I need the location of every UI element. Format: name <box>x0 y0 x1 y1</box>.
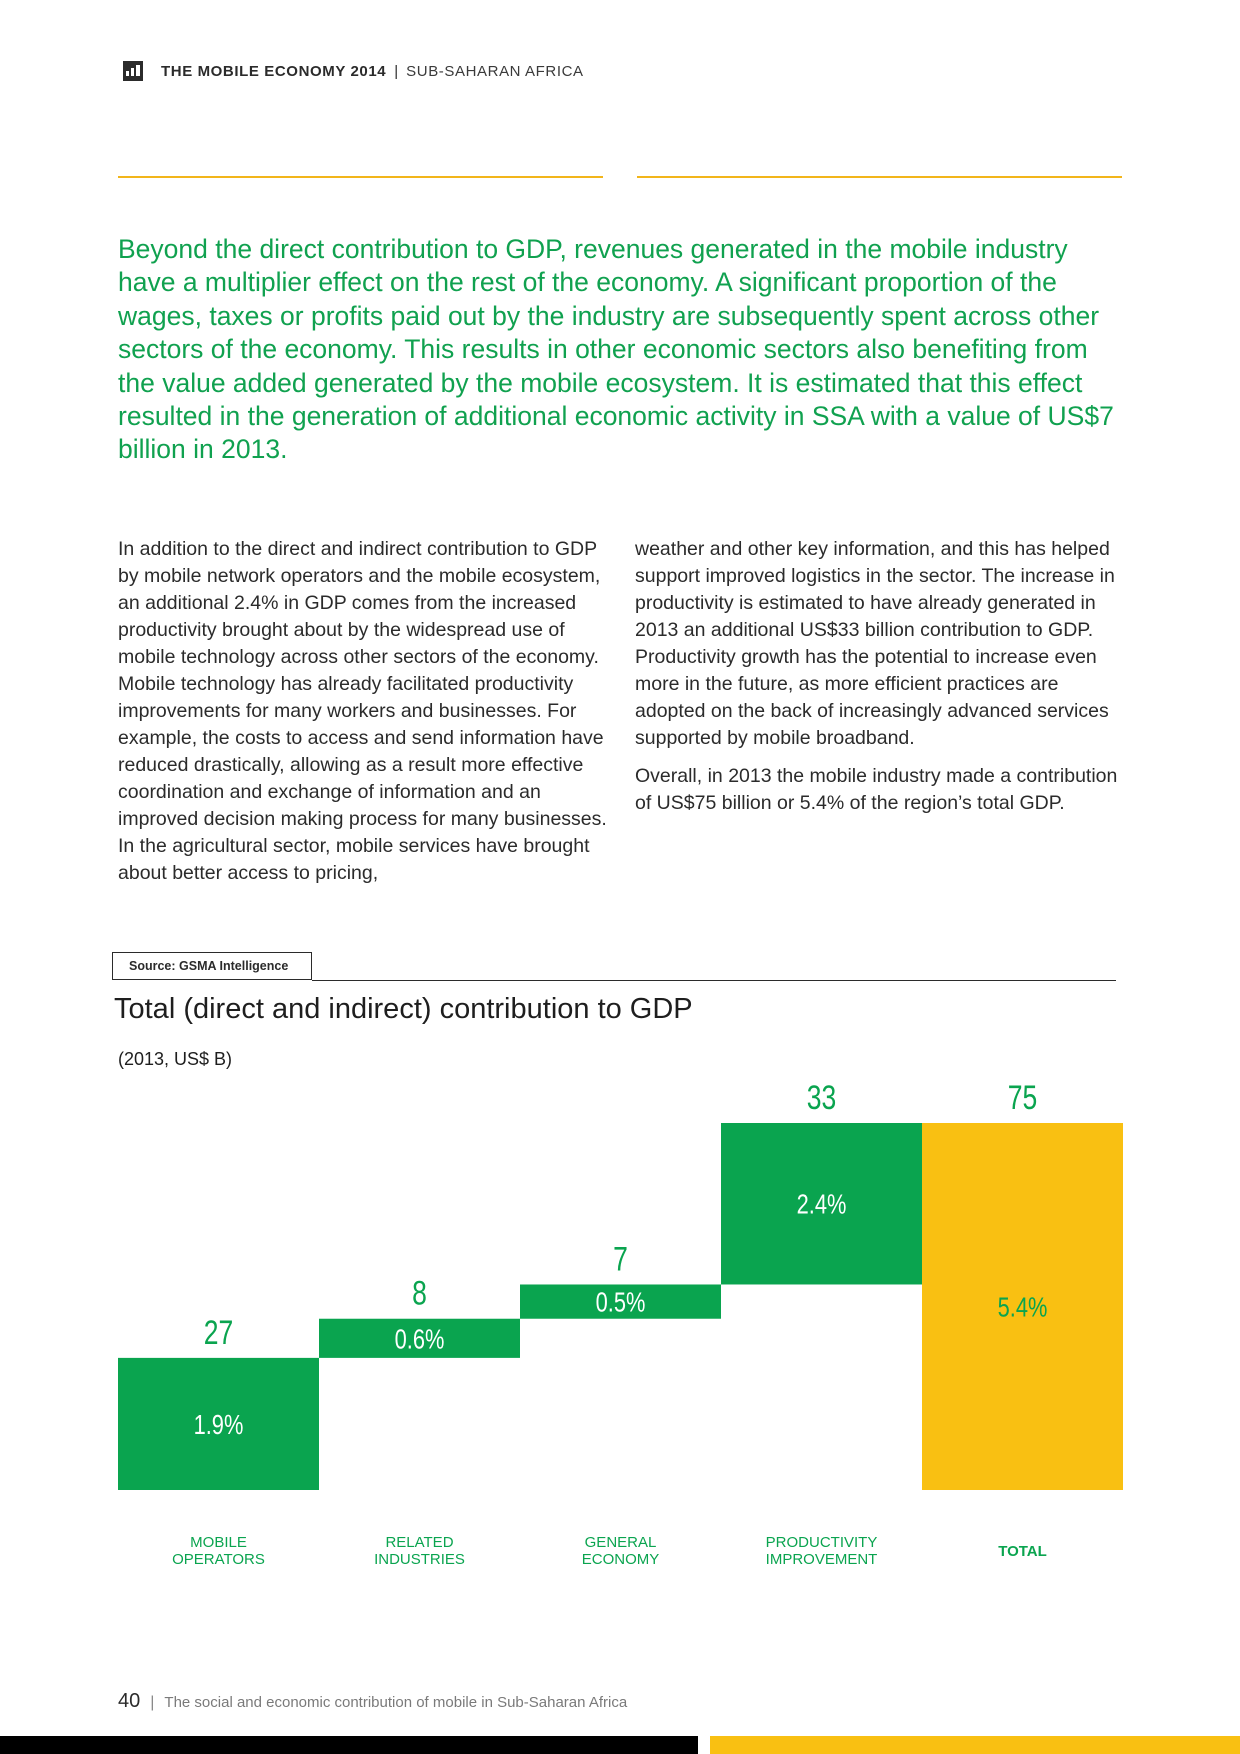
footer-bar-yellow <box>710 1736 1240 1754</box>
bar-gdp-share-label: 1.9% <box>193 1409 244 1441</box>
category-axis-label: TOTAL <box>998 1543 1047 1560</box>
category-axis-label: MOBILE OPERATORS <box>172 1534 265 1568</box>
category-axis-label: GENERAL ECONOMY <box>581 1534 660 1568</box>
bar-value-label: 8 <box>412 1274 427 1313</box>
bar-gdp-share-label: 0.5% <box>595 1287 646 1319</box>
category-axis-label: RELATED INDUSTRIES <box>374 1534 465 1568</box>
category-axis-label: PRODUCTIVITY IMPROVEMENT <box>765 1534 878 1568</box>
chart-source-label: Source: GSMA Intelligence <box>112 952 312 980</box>
body-paragraph: weather and other key information, and this has helped support improved logistics in the sector. The increase in productivity is estimated to have already generated in 2013 an additional US$33 billion contribution to GDP. Productivity growth has the potential to increase even more in the future, as more efficient practices are adopted on the back of increasingly advanced services supported by mobile broadband. <box>635 538 1115 749</box>
footer-separator: | <box>150 1694 155 1711</box>
header-separator: | <box>394 62 399 80</box>
chart-title: Total (direct and indirect) contribution to GDP <box>114 993 693 1025</box>
footer-section-title: The social and economic contribution of mobile in Sub-Saharan Africa <box>164 1694 628 1711</box>
chart-subtitle: (2013, US$ B) <box>118 1049 233 1069</box>
intro-highlight-paragraph: Beyond the direct contribution to GDP, revenues generated in the mobile industry have a multiplier effect on the rest of the economy. A significant proportion of the wages, taxes or profits paid out by the industry are subsequently spent across other sectors of the economy. This results in other economic sectors also benefiting from the value added generated by the mobile ecosystem. It is estimated that this effect resulted in the generation of additional economic activity in SSA with a value of US$7 billion in 2013. <box>118 234 1114 465</box>
page-footer <box>118 1690 627 1713</box>
publication-title: THE MOBILE ECONOMY 2014 <box>161 62 387 80</box>
bar-gdp-share-label: 0.6% <box>394 1323 445 1355</box>
bar-gdp-share-label: 5.4% <box>997 1291 1048 1324</box>
region-title: SUB-SAHARAN AFRICA <box>406 62 584 80</box>
bar-value-label: 33 <box>806 1078 837 1117</box>
page-number: 40 <box>118 1690 141 1712</box>
bar-value-label: 7 <box>613 1240 628 1279</box>
bar-value-label: 75 <box>1007 1078 1038 1117</box>
body-paragraph: Overall, in 2013 the mobile industry made a contribution of US$75 billion or 5.4% of the region’s total GDP. <box>635 765 1118 814</box>
footer-bar-black <box>0 1736 698 1754</box>
body-paragraph: In addition to the direct and indirect contribution to GDP by mobile network operators and the mobile ecosystem, an additional 2.4% in GDP comes from the increased productivity brought about by the widespread use of mobile technology across other sectors of the economy. Mobile technology has already facilitated productivity improvements for many workers and businesses. For example, the costs to access and send information have reduced drastically, allowing as a result more effective coordination and exchange of information and an improved decision making process for many businesses. In the agricultural sector, mobile services have brought about better access to pricing, <box>118 538 607 884</box>
bar-value-label: 27 <box>203 1313 234 1352</box>
bar-gdp-share-label: 2.4% <box>796 1189 847 1221</box>
